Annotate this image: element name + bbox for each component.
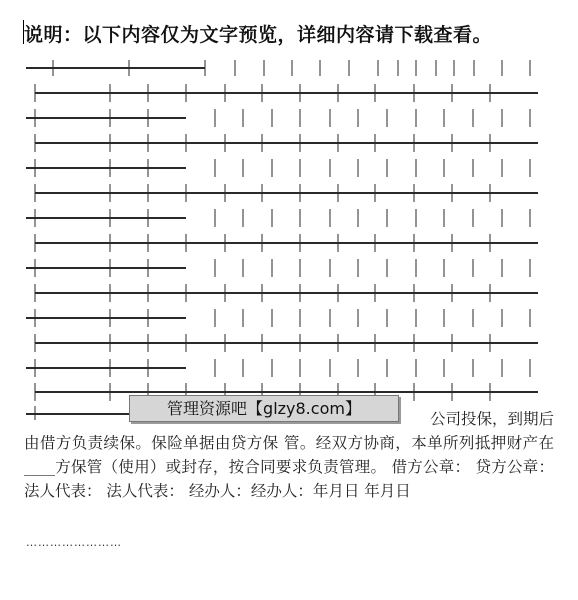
contract-text-body: 由借方负责续保。保险单据由贷方保 管。经双方协商，本单所列抵押财产在____方保管（使用）或封存，按合同要求负责管理。 借方公章： 贷方公章： 法人代表： 法人代表： 经办人：经办人：年月日 年月日: [24, 434, 554, 500]
contract-text-first-line: 公司投保，到期后: [429, 410, 554, 428]
ellipsis-dots: ……………………: [26, 536, 122, 549]
preview-notice: 说明：以下内容仅为文字预览，详细内容请下载查看。: [24, 24, 493, 46]
watermark-banner: 管理资源吧【glzy8.com】: [129, 395, 399, 422]
